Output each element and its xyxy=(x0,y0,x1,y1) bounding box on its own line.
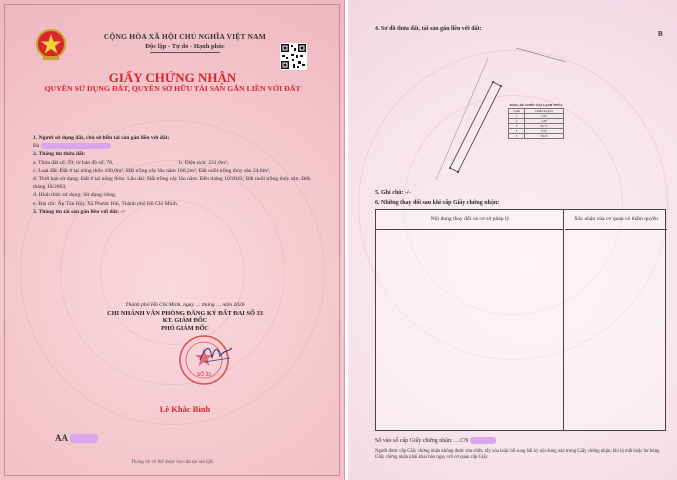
parcel-line xyxy=(33,159,323,167)
signer-authority: KT. GIÁM ĐỐC xyxy=(162,317,208,324)
table-header: Chiều dài (m) xyxy=(525,109,564,114)
usage-form: đ. Hình thức sử dụng: Sử dụng riêng, xyxy=(33,192,117,199)
section6-heading: 6. Những thay đổi sau khi cấp Giấy chứng nhận: xyxy=(375,200,500,206)
section1-heading: 1. Người sử dụng đất, chủ sở hữu tài sản gắn liền với đất: xyxy=(33,135,170,141)
signature-block xyxy=(80,302,290,332)
redacted-owner-name xyxy=(41,143,111,149)
certificate-title: GIẤY CHỨNG NHẬN xyxy=(108,70,237,85)
national-motto: Độc lập - Tự do - Hạnh phúc xyxy=(145,43,225,50)
changes-header-confirmation: Xác nhận của cơ quan có thẩm quyền xyxy=(565,210,667,230)
edge-length-table xyxy=(508,103,564,139)
national-header xyxy=(90,32,280,53)
parcel-area: b. Diện tích: 231,0m², xyxy=(179,159,229,166)
qr-code-icon[interactable] xyxy=(280,43,307,70)
section5-notes: 5. Ghi chú: -/- xyxy=(375,190,411,196)
edge-table-title: BẢNG KÊ CHIỀU DÀI CẠNH THỬA xyxy=(509,103,563,107)
section3-assets: 3. Thông tin tài sản gắn liền với đất: -/- xyxy=(33,208,126,215)
serial-prefix: AA xyxy=(55,433,68,443)
signer-title: PHÓ GIÁM ĐỐC xyxy=(161,324,209,332)
usage-duration: d. Thời hạn sử dụng: Đất ở tại nông thôn: Lâu dài; Đất trồng cây lâu năm: Đến tháng 10/2043; Đất nuôi trồng thủy sản: Đến tháng 10/2063, xyxy=(33,176,311,191)
national-emblem-icon xyxy=(35,28,67,62)
changes-column-divider xyxy=(376,210,564,430)
certificate-serial xyxy=(55,433,98,443)
table-header: Cạnh xyxy=(509,109,525,114)
table-row xyxy=(509,134,564,139)
section2-heading: 2. Thông tin thửa đất: xyxy=(33,151,86,158)
table-cell: 2 xyxy=(509,119,525,124)
table-cell: 3 xyxy=(509,124,525,129)
sign-place-date: Thành phố Hồ Chí Minh, ngày … tháng … năm 2026 xyxy=(125,302,245,308)
table-cell: 1 xyxy=(509,114,525,119)
issuing-office: CHI NHÁNH VĂN PHÒNG ĐĂNG KÝ ĐẤT ĐAI SỐ 33 xyxy=(107,309,263,317)
redacted-serial-number xyxy=(70,434,98,443)
changes-table xyxy=(375,209,666,431)
table-cell: 5 xyxy=(509,134,525,139)
corner-mark: B xyxy=(658,30,663,38)
table-cell: 58,25 xyxy=(525,134,564,139)
parcel-number: a. Thửa đất số: 59; tờ bản đồ số: 70, xyxy=(33,159,114,166)
seal-text: SỐ 33 xyxy=(196,372,212,378)
edge-table-grid xyxy=(508,108,564,139)
motto-underline xyxy=(150,52,220,53)
certificate-subtitle: QUYỀN SỬ DỤNG ĐẤT, QUYỀN SỞ HỮU TÀI SẢN GẮN LIỀN VỚI ĐẤT xyxy=(44,84,301,93)
holder-warning-note: Người được cấp Giấy chứng nhận không được sửa chữa, tẩy xóa hoặc bổ sung bất kỳ nội dung nào trong Giấy chứng nhận; khi bị mất hoặc hư hỏng Giấy chứng nhận phải khai báo ngay với cơ quan cấp Giấy. xyxy=(375,449,660,461)
signer-name: Lê Khắc Bình xyxy=(159,404,211,414)
parcel-address: e. Địa chỉ: Ấp Tân Hội, Xã Phước Hải, Thành phố Hồ Chí Minh. xyxy=(33,200,179,207)
table-cell: 3,33 xyxy=(525,114,564,119)
certificate-registry-number xyxy=(375,437,496,444)
nation-name: CỘNG HÒA XÃ HỘI CHỦ NGHĨA VIỆT NAM xyxy=(103,32,267,41)
registry-label: Số vào sổ cấp Giấy chứng nhận: …CN xyxy=(375,437,469,444)
land-type: c. Loại đất: Đất ở tại nông thôn 100,0m²; Đất trồng cây lâu năm 106,2m²; Đất nuôi trồng thủy sản 24,8m², xyxy=(33,167,271,174)
certificate-body xyxy=(33,134,323,216)
table-cell: 4 xyxy=(509,129,525,134)
redacted-registry-number xyxy=(470,437,496,444)
owner-line xyxy=(33,142,323,150)
table-cell: 2,86 xyxy=(525,119,564,124)
changes-header-content: Nội dung thay đổi và cơ sở pháp lý xyxy=(376,210,564,230)
table-cell: 66,72 xyxy=(525,124,564,129)
handwritten-signature-icon xyxy=(196,340,236,368)
qr-lookup-note: Thông tin có thể được tra cứu tại mã QR. xyxy=(131,460,214,465)
section4-heading: 4. Sơ đồ thửa đất, tài sản gắn liền với đất: xyxy=(375,26,482,32)
owner-prefix: Bà xyxy=(33,143,40,150)
table-cell: 6,02 xyxy=(525,129,564,134)
